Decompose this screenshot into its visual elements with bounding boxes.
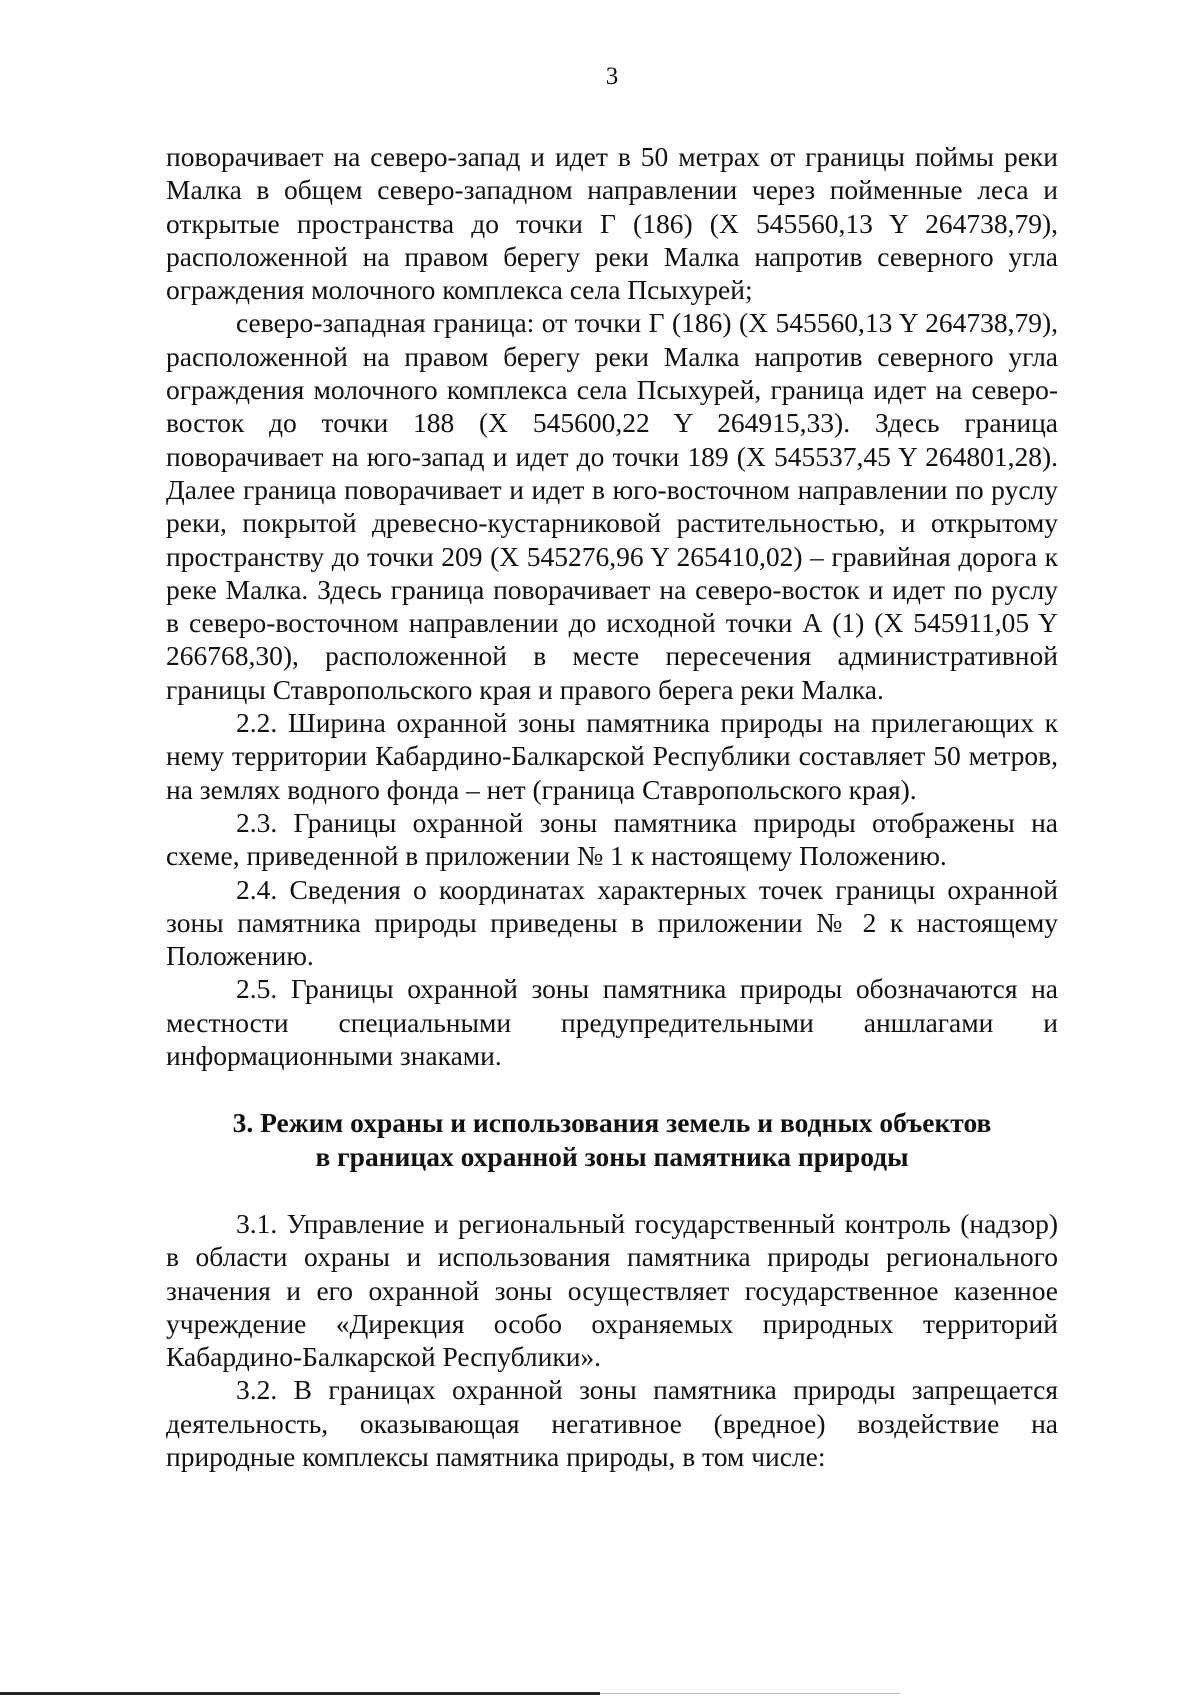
paragraph-3-1: 3.1. Управление и региональный государственный контроль (надзор) в области охраны и использования памятника природы регионального значения и его охранной зоны осуществляет государственное казенное учреждение «Дирекция особо охраняемых природных территорий Кабардино-Балкарской Республики». xyxy=(166,1207,1058,1373)
section-heading xyxy=(166,1106,1058,1173)
paragraph-2-3: 2.3. Границы охранной зоны памятника природы отображены на схеме, приведенной в приложении № 1 к настоящему Положению. xyxy=(166,806,1058,872)
paragraph-northwest-boundary: северо-западная граница: от точки Г (186) (X 545560,13 Y 264738,79), расположенной на правом берегу реки Малка напротив северного угла ограждения молочного комплекса села Псыхурей, граница идет на северо-восток до точки 188 (X 545600,22 Y 264915,33). Здесь граница поворачивает на юго-запад и идет до точки 189 (X 545537,45 Y 264801,28). Далее граница поворачивает и идет в юго-восточном направлении по руслу реки, покрытой древесно-кустарниковой растительностью, и открытому пространству до точки 209 (X 545276,96 Y 265410,02) – гравийная дорога к реке Малка. Здесь граница поворачивает на северо-восток и идет по руслу в северо-восточном направлении до исходной точки А (1) (X 545911,05 Y 266768,30), расположенной в месте пересечения административной границы Ставропольского края и правого берега реки Малка. xyxy=(166,307,1058,705)
page-number: 3 xyxy=(605,63,619,90)
paragraph-northwest-boundary-continued: поворачивает на северо-запад и идет в 50 метрах от границы поймы реки Малка в общем северо-западном направлении через пойменные леса и открытые пространства до точки Г (186) (X 545560,13 Y 264738,79), расположенной на правом берегу реки Малка напротив северного угла ограждения молочного комплекса села Псыхурей; xyxy=(166,141,1058,306)
section-heading-line-1: 3. Режим охраны и использования земель и водных объектов xyxy=(232,1107,992,1139)
paragraph-3-2: 3.2. В границах охранной зоны памятника природы запрещается деятельность, оказывающая негативное (вредное) воздействие на природные комплексы памятника природы, в том числе: xyxy=(166,1374,1058,1472)
paragraph-2-4: 2.4. Сведения о координатах характерных точек границы охранной зоны памятника природы приведены в приложении № 2 к настоящему Положению. xyxy=(166,873,1058,972)
paragraph-2-5: 2.5. Границы охранной зоны памятника природы обозначаются на местности специальными предупредительными аншлагами и информационными знаками. xyxy=(166,973,1058,1072)
section-heading-line-2: в границах охранной зоны памятника природы xyxy=(315,1140,909,1172)
scan-bottom-edge-fade xyxy=(600,1693,900,1694)
paragraph-2-2: 2.2. Ширина охранной зоны памятника природы на прилегающих к нему территории Кабардино-Балкарской Республики составляет 50 метров, на землях водного фонда – нет (граница Ставропольского края). xyxy=(166,707,1058,805)
scan-bottom-edge xyxy=(0,1692,600,1695)
document-body xyxy=(166,140,1058,1473)
